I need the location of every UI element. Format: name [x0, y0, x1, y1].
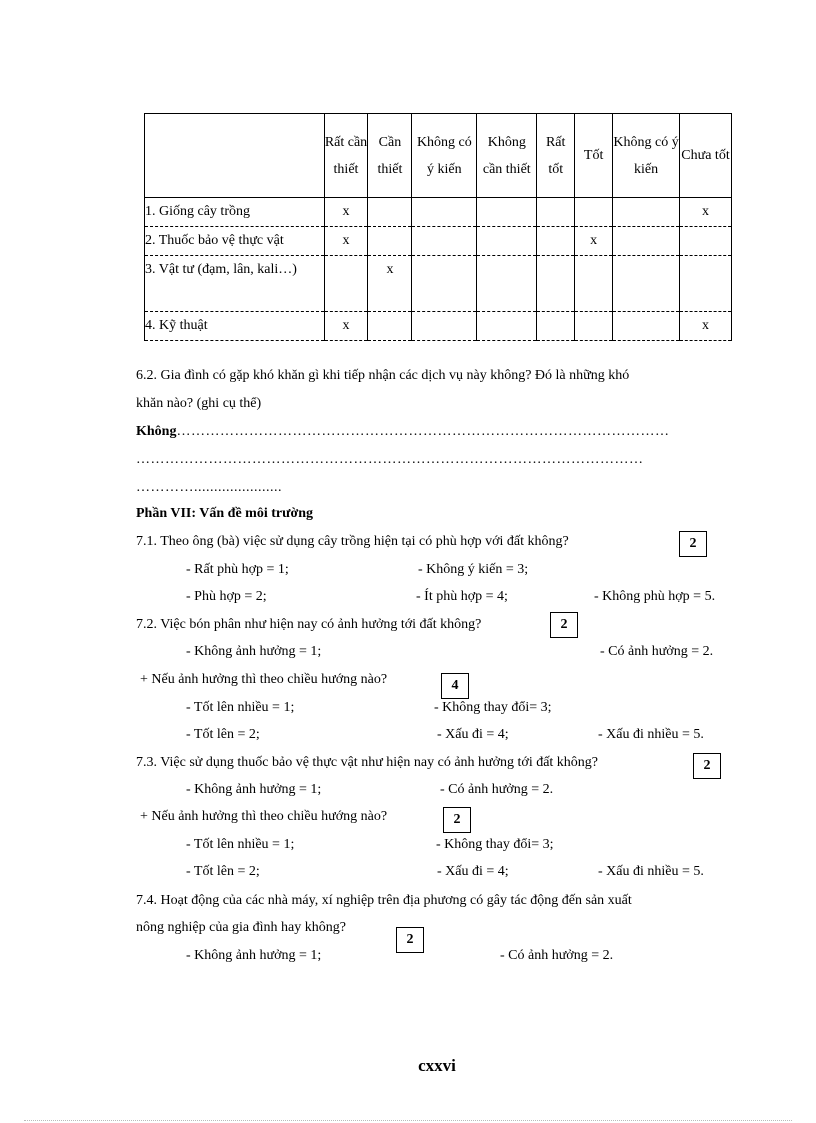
cell-mark: [575, 256, 613, 312]
cell-mark: [412, 198, 477, 227]
q71-opt4: - Ít phù hợp = 4;: [416, 589, 508, 604]
q62-text-line1: 6.2. Gia đình có gặp khó khăn gì khi tiếp nhận các dịch vụ này không? Đó là những khó: [136, 368, 630, 383]
q72-text: 7.2. Việc bón phân như hiện nay có ảnh hưởng tới đất không?: [136, 617, 482, 632]
q73-f1: - Tốt lên nhiều = 1;: [186, 837, 295, 852]
row-label: 3. Vật tư (đạm, lân, kali…): [145, 256, 325, 312]
q74-answer-box: 2: [396, 927, 424, 953]
q71-text: 7.1. Theo ông (bà) việc sử dụng cây trồng hiện tại có phù hợp với đất không?: [136, 534, 569, 549]
q71-opt5: - Không phù hợp = 5.: [594, 589, 716, 604]
q73-f2: - Tốt lên = 2;: [186, 864, 260, 879]
q72-f4: - Xấu đi = 4;: [437, 727, 509, 742]
q72-f5: - Xấu đi nhiều = 5.: [598, 727, 704, 742]
cell-mark: x: [680, 198, 732, 227]
header-tot: Tốt: [575, 114, 613, 198]
cell-mark: [412, 312, 477, 341]
header-chua-tot: Chưa tốt: [680, 114, 732, 198]
q73-follow-answer-box: 2: [443, 807, 471, 833]
q62-answer: Không: [136, 424, 177, 439]
q73-f4: - Xấu đi = 4;: [437, 864, 509, 879]
page-number: cxxvi: [418, 1056, 456, 1075]
q73-f3: - Không thay đổi= 3;: [436, 837, 554, 852]
q71-opt3: - Không ý kiến = 3;: [418, 562, 529, 577]
cell-mark: [477, 312, 537, 341]
cell-mark: [324, 256, 368, 312]
q71-opt2: - Phù hợp = 2;: [186, 589, 267, 604]
q72-opt1: - Không ảnh hưởng = 1;: [186, 644, 322, 659]
q74-opt2: - Có ảnh hưởng = 2.: [500, 948, 614, 963]
section-title: Phần VII: Vấn đề môi trường: [136, 506, 314, 521]
cell-mark: [575, 198, 613, 227]
cell-mark: x: [368, 256, 412, 312]
q73-opt1: - Không ảnh hưởng = 1;: [186, 782, 322, 797]
table-header-row: [145, 114, 732, 198]
q72-f3: - Không thay đổi= 3;: [434, 700, 552, 715]
cell-mark: [368, 312, 412, 341]
cell-mark: [537, 227, 575, 256]
header-khong-can-thiet: Không cần thiết: [477, 114, 537, 198]
header-khong-co-y-kien-2: Không có ý kiến: [613, 114, 680, 198]
cell-mark: [575, 312, 613, 341]
q73-f5: - Xấu đi nhiều = 5.: [598, 864, 704, 879]
cell-mark: [613, 198, 680, 227]
q72-f2: - Tốt lên = 2;: [186, 727, 260, 742]
cell-mark: [537, 256, 575, 312]
row-label: 1. Giống cây trồng: [145, 198, 325, 227]
cell-mark: [477, 227, 537, 256]
cell-mark: [368, 198, 412, 227]
table-row: [145, 312, 732, 341]
cell-mark: [613, 256, 680, 312]
cell-mark: x: [575, 227, 613, 256]
q62-dots-3: …………......................: [136, 480, 282, 495]
cell-mark: [613, 312, 680, 341]
cell-mark: [680, 256, 732, 312]
page-bottom-rule: [24, 1120, 792, 1121]
cell-mark: [537, 312, 575, 341]
table-row: [145, 198, 732, 227]
q62-answer-line: [136, 424, 669, 440]
q62-text-line2: khăn nào? (ghi cụ thể): [136, 396, 262, 411]
q74-text-line2: nông nghiệp của gia đình hay không?: [136, 920, 346, 935]
cell-mark: [412, 256, 477, 312]
header-rat-can-thiet: Rất cần thiết: [324, 114, 368, 198]
q72-opt2: - Có ảnh hưởng = 2.: [600, 644, 714, 659]
header-can-thiet: Cần thiết: [368, 114, 412, 198]
q74-text-line1: 7.4. Hoạt động của các nhà máy, xí nghiệp trên địa phương có gây tác động đến sản xuất: [136, 893, 632, 908]
table-row: [145, 227, 732, 256]
cell-mark: [368, 227, 412, 256]
q71-opt1: - Rất phù hợp = 1;: [186, 562, 289, 577]
q72-follow: + Nếu ảnh hưởng thì theo chiều hướng nào?: [140, 672, 388, 687]
q73-opt2: - Có ảnh hưởng = 2.: [440, 782, 554, 797]
q73-text: 7.3. Việc sử dụng thuốc bảo vệ thực vật như hiện nay có ảnh hưởng tới đất không?: [136, 755, 599, 770]
cell-mark: [477, 256, 537, 312]
header-rat-tot: Rất tốt: [537, 114, 575, 198]
q62-dots-2: ……………………………………………………………………………………………: [136, 452, 644, 467]
cell-mark: [477, 198, 537, 227]
cell-mark: [537, 198, 575, 227]
header-khong-co-y-kien-1: Không có ý kiến: [412, 114, 477, 198]
q62-dots-1: …………………………………………………………………………………………: [176, 424, 670, 439]
q72-follow-answer-box: 4: [441, 673, 469, 699]
q74-opt1: - Không ảnh hưởng = 1;: [186, 948, 322, 963]
row-label: 2. Thuốc bảo vệ thực vật: [145, 227, 325, 256]
q72-f1: - Tốt lên nhiều = 1;: [186, 700, 295, 715]
cell-mark: [680, 227, 732, 256]
header-blank: [145, 114, 325, 198]
q73-follow: + Nếu ảnh hưởng thì theo chiều hướng nào?: [140, 809, 388, 824]
survey-table: [144, 113, 732, 341]
cell-mark: [412, 227, 477, 256]
row-label: 4. Kỹ thuật: [145, 312, 325, 341]
cell-mark: x: [680, 312, 732, 341]
q72-answer-box: 2: [550, 612, 578, 638]
table-row: [145, 256, 732, 312]
cell-mark: x: [324, 198, 368, 227]
cell-mark: [613, 227, 680, 256]
q71-answer-box: 2: [679, 531, 707, 557]
q73-answer-box: 2: [693, 753, 721, 779]
cell-mark: x: [324, 312, 368, 341]
cell-mark: x: [324, 227, 368, 256]
